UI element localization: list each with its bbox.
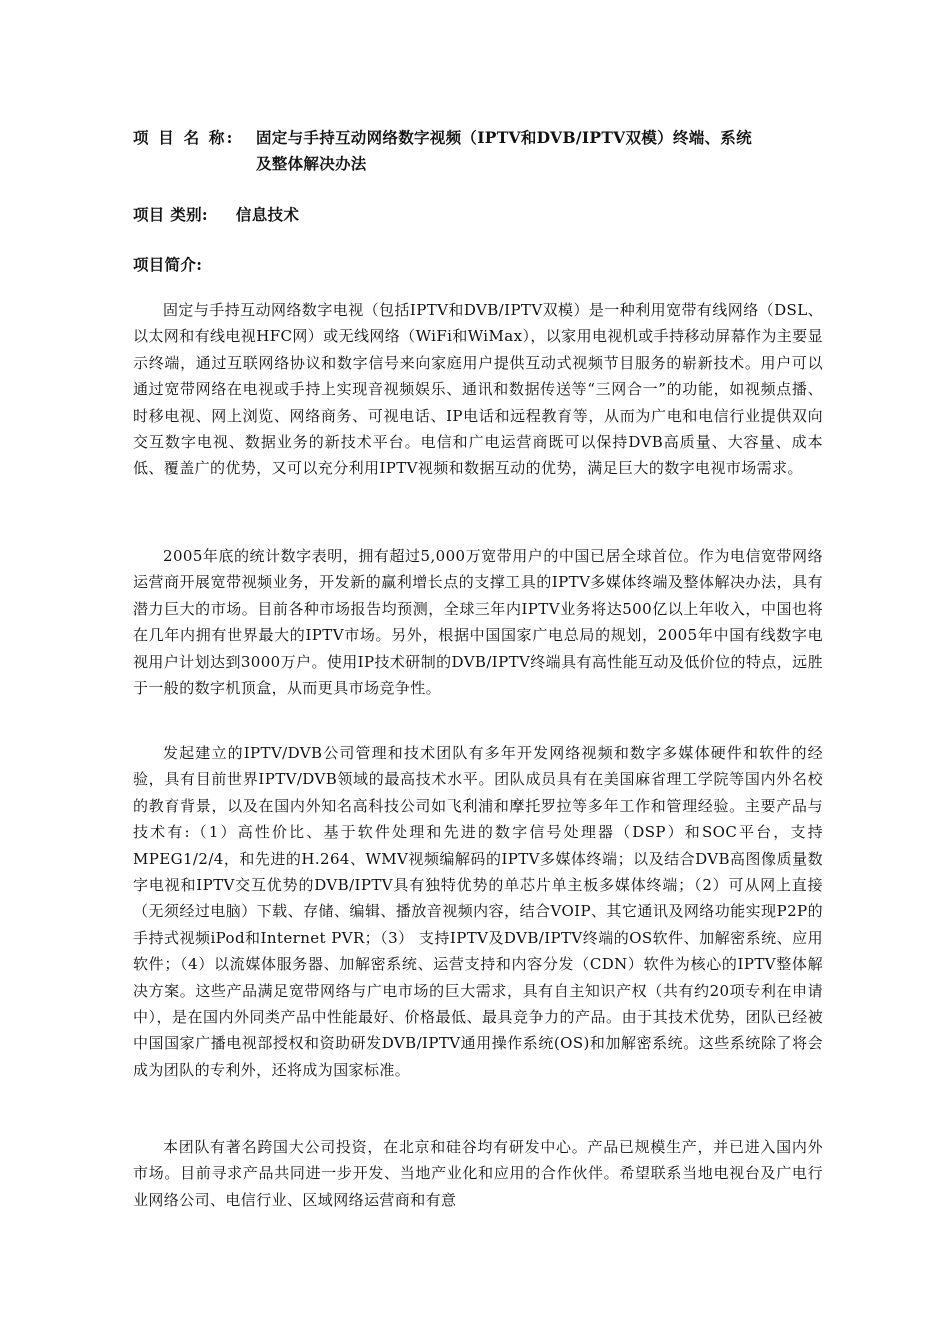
project-category-value: 信息技术	[235, 205, 300, 224]
project-intro-label: 项目简介:	[133, 255, 203, 274]
intro-paragraph-3: 发起建立的IPTV/DVB公司管理和技术团队有多年开发网络视频和数字多媒体硬件和软件的经验，具有目前世界IPTV/DVB领域的最高技术水平。团队成员具有在美国麻省理工学院等国内外名校的教育背景，以及在国内外知名高科技公司如飞利浦和摩托罗拉等多年工作和管理经验。主要产品与技术有:（1）高性价比、基于软件处理和先进的数字信号处理器（DSP）和SOC平台，支持MPEG1/2/4，和先进的H.264、WMV视频编解码的IPTV多媒体终端；以及结合DVB高图像质量数字电视和IPTV交互优势的DVB/IPTV具有独特优势的单芯片单主板多媒体终端；（2）可从网上直接（无须经过电脑）下载、存储、编辑、播放音视频内容，结合VOIP、其它通讯及网络功能实现P2P的手持式视频iPod和Internet PVR；（3） 支持IPTV及DVB/IPTV终端的OS软件、加解密系统、应用软件；（4）以流媒体服务器、加解密系统、运营支持和内容分发（CDN）软件为核心的IPTV整体解决方案。这些产品满足宽带网络与广电市场的巨大需求，具有自主知识产权（共有约20项专利在申请中），是在国内外同类产品中性能最好、价格最低、最具竞争力的产品。由于其技术优势，团队已经被中国国家广播电视部授权和资助研发DVB/IPTV通用操作系统(OS)和加解密系统。这些系统除了将会成为团队的专利外，还将成为国家标准。	[133, 744, 823, 1079]
intro-paragraph-2: 2005年底的统计数字表明，拥有超过5,000万宽带用户的中国已居全球首位。作为电信宽带网络运营商开展宽带视频业务，开发新的赢利增长点的支撑工具的IPTV多媒体终端及整体解决办法，具有潜力巨大的市场。目前各种市场报告均预测，全球三年内IPTV业务将达500亿以上年收入，中国也将在几年内拥有世界最大的IPTV市场。另外，根据中国国家广电总局的规划，2005年中国有线数字电视用户计划达到3000万户。使用IP技术研制的DVB/IPTV终端具有高性能互动及低价位的特点，远胜于一般的数字机顶盒，从而更具市场竞争性。	[133, 547, 823, 698]
project-name-row	[133, 124, 833, 173]
intro-paragraph-4: 本团队有著名跨国大公司投资，在北京和硅谷均有研发中心。产品已规模生产，并已进入国内外市场。目前寻求产品共同进一步开发、当地产业化和应用的合作伙伴。希望联系当地电视台及广电行业网络公司、电信行业、区域网络运营商和有意	[133, 1138, 823, 1209]
intro-paragraph-1: 固定与手持互动网络数字电视（包括IPTV和DVB/IPTV双模）是一种利用宽带有线网络（DSL、以太网和有线电视HFC网）或无线网络（WiFi和WiMax），以家用电视机或手持移动屏幕作为主要显示终端，通过互联网络协议和数字信号来向家庭用户提供互动式视频节目服务的崭新技术。用户可以通过宽带网络在电视或手持上实现音视频娱乐、通讯和数据传送等“三网合一”的功能，如视频点播、时移电视、网上浏览、网络商务、可视电话、IP电话和远程教育等，从而为广电和电信行业提供双向交互数字电视、数据业务的新技术平台。电信和广电运营商既可以保持DVB高质量、大容量、成本低、覆盖广的优势，又可以充分利用IPTV视频和数据互动的优势，满足巨大的数字电视市场需求。	[133, 301, 823, 478]
project-name-value: 固定与手持互动网络数字视频（IPTV和DVB/IPTV双模）终端、系统	[256, 128, 752, 147]
project-intro-heading	[133, 251, 202, 279]
project-category-row	[133, 201, 299, 229]
project-name-value-continued: 及整体解决办法	[256, 154, 367, 173]
project-name-label: 项 目 名 称:	[133, 128, 235, 147]
project-category-label: 项目 类别:	[133, 205, 208, 224]
